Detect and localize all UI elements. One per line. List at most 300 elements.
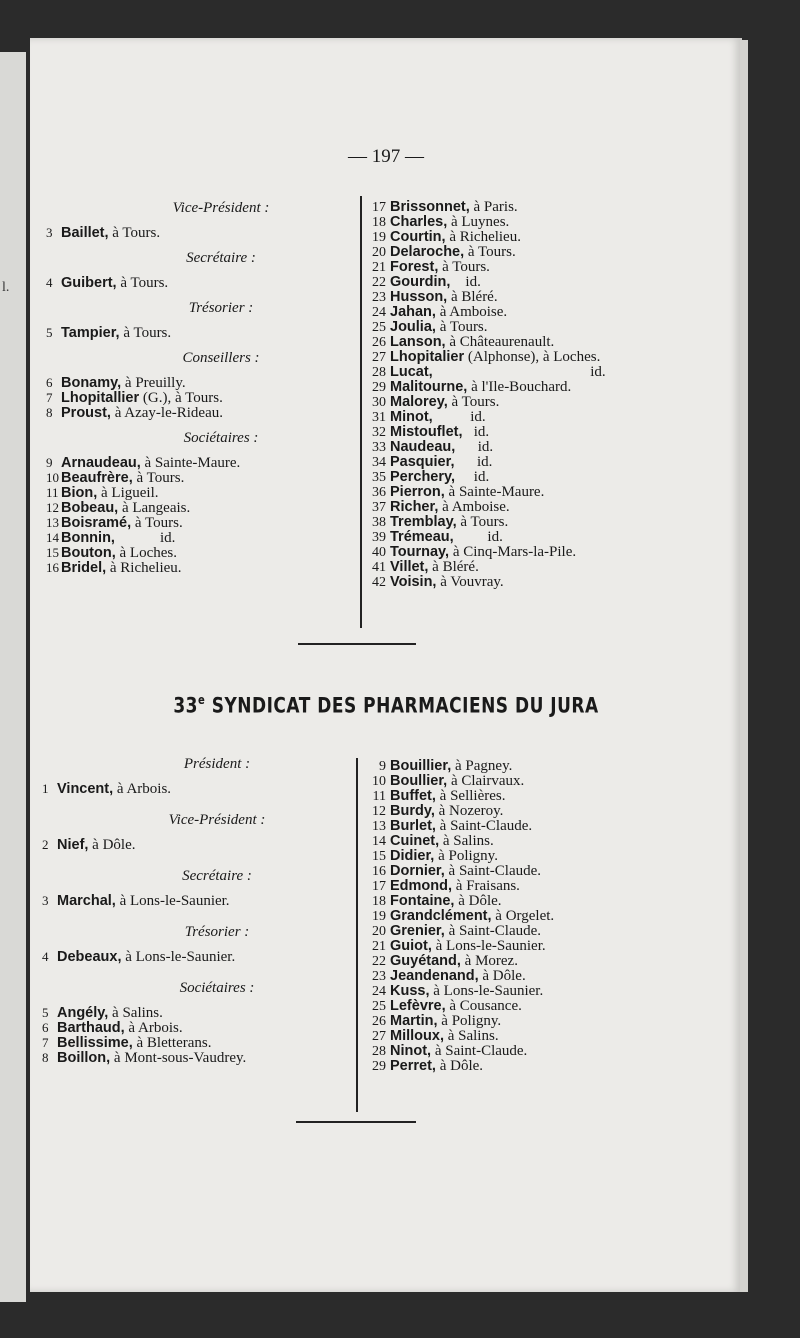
list-item: [364, 305, 734, 320]
entry-number: 28: [372, 365, 386, 380]
member-name: Arnaudeau,: [61, 455, 141, 471]
member-place: à Poligny.: [437, 1013, 502, 1029]
member-place: à l'Ile-Bouchard.: [467, 379, 572, 395]
entry-number: 27: [372, 350, 386, 365]
list-item: [364, 894, 734, 909]
list-item: [364, 759, 734, 774]
list-item: [364, 320, 734, 335]
member-place: id.: [454, 454, 493, 470]
list-item: [364, 245, 734, 260]
member-place: à Langeais.: [118, 500, 191, 516]
member-name: Vincent,: [57, 781, 114, 797]
entry-number: 7: [46, 390, 53, 405]
entry-number: 42: [372, 575, 386, 590]
member-name: Villet,: [390, 559, 429, 575]
list-item: [46, 225, 364, 240]
member-place: à Lons-le-Saunier.: [115, 893, 230, 909]
member-name: Burdy,: [390, 803, 435, 819]
member-name: Pasquier,: [390, 454, 455, 470]
member-name: Guyétand,: [390, 953, 461, 969]
member-place: id.: [450, 274, 481, 290]
entry-number: 34: [372, 455, 386, 470]
list-item: [364, 200, 734, 215]
member-place: à Tours.: [132, 470, 185, 486]
entry-number: 13: [46, 515, 59, 530]
list-item: [364, 275, 734, 290]
member-name: Naudeau,: [390, 439, 456, 455]
entry-number: 37: [372, 500, 386, 515]
member-name: Lhopitallier: [61, 390, 140, 406]
member-name: Tournay,: [390, 544, 450, 560]
member-place: à Bléré.: [447, 289, 498, 305]
member-name: Ninot,: [390, 1043, 432, 1059]
entry-number: 40: [372, 545, 386, 560]
member-place: à Dôle.: [88, 837, 136, 853]
entry-number: 2: [42, 837, 49, 852]
member-name: Charles,: [390, 214, 448, 230]
member-place: à Lons-le-Saunier.: [429, 983, 544, 999]
list-item: [364, 984, 734, 999]
entry-number: 8: [42, 1050, 49, 1065]
member-name: Dornier,: [390, 863, 445, 879]
member-name: Boillon,: [57, 1050, 111, 1066]
member-name: Nief,: [57, 837, 89, 853]
entry-number: 20: [372, 924, 386, 939]
role-heading: Vice-Président :: [172, 200, 270, 216]
member-place: à Nozeroy.: [434, 803, 504, 819]
entry-number: 8: [46, 405, 53, 420]
entry-number: 10: [46, 470, 59, 485]
entry-number: 29: [372, 380, 386, 395]
member-name: Kuss,: [390, 983, 430, 999]
member-place: à Bletterans.: [132, 1035, 212, 1051]
member-name: Bridel,: [61, 560, 107, 576]
entry-number: 4: [42, 949, 49, 964]
member-place: (Alphonse), à Loches.: [464, 349, 601, 365]
list-item: [364, 530, 734, 545]
member-name: Perchery,: [390, 469, 456, 485]
list-item: [46, 455, 364, 470]
member-name: Mistouflet,: [390, 424, 463, 440]
section1-left-column: [46, 200, 364, 575]
list-item: [364, 774, 734, 789]
entry-number: 29: [372, 1059, 386, 1074]
member-place: id.: [432, 364, 606, 380]
member-place: à Preuilly.: [121, 375, 186, 391]
entry-number: 7: [42, 1035, 49, 1050]
member-name: Voisin,: [390, 574, 437, 590]
member-name: Milloux,: [390, 1028, 444, 1044]
member-place: à Amboise.: [435, 304, 508, 320]
entry-number: 26: [372, 335, 386, 350]
list-item: [46, 515, 364, 530]
list-item: [42, 837, 360, 852]
list-item: [364, 455, 734, 470]
list-item: [364, 909, 734, 924]
member-place: à Fraisans.: [452, 878, 520, 894]
entry-number: 31: [372, 410, 386, 425]
entry-number: 17: [372, 200, 386, 215]
list-item: [364, 1044, 734, 1059]
role-heading: Vice-Président :: [168, 812, 266, 828]
list-item: [46, 485, 364, 500]
list-item: [364, 849, 734, 864]
list-item: [364, 1029, 734, 1044]
entry-number: 21: [372, 260, 386, 275]
list-item: [364, 834, 734, 849]
member-place: à Sainte-Maure.: [140, 455, 241, 471]
member-name: Barthaud,: [57, 1020, 125, 1036]
list-item: [364, 470, 734, 485]
member-name: Guibert,: [61, 275, 117, 291]
member-place: à Arbois.: [113, 781, 172, 797]
entry-number: 13: [372, 819, 386, 834]
entry-number: 23: [372, 290, 386, 305]
list-item: [364, 230, 734, 245]
entry-number: 39: [372, 530, 386, 545]
entry-number: 14: [372, 834, 386, 849]
entry-number: 1: [42, 781, 49, 796]
section-rule: [296, 1121, 416, 1123]
role-heading: Conseillers :: [182, 350, 260, 366]
list-item: [46, 560, 364, 575]
role-heading: Sociétaires :: [179, 980, 255, 996]
member-place: à Richelieu.: [445, 229, 521, 245]
member-name: Gourdin,: [390, 274, 451, 290]
member-name: Grenier,: [390, 923, 445, 939]
member-place: à Lons-le-Saunier.: [431, 938, 546, 954]
member-name: Bouton,: [61, 545, 116, 561]
list-item: [364, 335, 734, 350]
member-place: à Tours.: [131, 515, 183, 531]
member-name: Bellissime,: [57, 1035, 133, 1051]
member-place: à Salins.: [108, 1005, 163, 1021]
member-name: Lanson,: [390, 334, 446, 350]
list-item: [364, 954, 734, 969]
member-place: (G.), à Tours.: [139, 390, 223, 406]
entry-number: 9: [46, 455, 53, 470]
entry-number: 23: [372, 969, 386, 984]
list-item: [364, 425, 734, 440]
entry-number: 36: [372, 485, 386, 500]
entry-number: 25: [372, 999, 386, 1014]
list-item: [42, 1050, 360, 1065]
entry-number: 22: [372, 275, 386, 290]
entry-number: 33: [372, 440, 386, 455]
list-item: [46, 325, 364, 340]
list-item: [364, 999, 734, 1014]
entry-number: 9: [379, 759, 386, 774]
list-item: [364, 500, 734, 515]
entry-number: 41: [372, 560, 386, 575]
member-place: à Sellières.: [435, 788, 506, 804]
member-name: Brissonnet,: [390, 199, 470, 215]
member-place: à Saint-Claude.: [435, 818, 533, 834]
list-item: [46, 375, 364, 390]
member-place: à Tours.: [456, 514, 509, 530]
entry-number: 11: [372, 789, 386, 804]
entry-number: 21: [372, 939, 386, 954]
list-item: [42, 949, 360, 964]
member-name: Bobeau,: [61, 500, 119, 516]
member-name: Minot,: [390, 409, 433, 425]
member-place: à Amboise.: [438, 499, 510, 515]
list-item: [42, 1020, 360, 1035]
list-item: [364, 939, 734, 954]
list-item: [364, 350, 734, 365]
member-place: à Poligny.: [434, 848, 498, 864]
member-name: Perret,: [390, 1058, 436, 1074]
member-place: id.: [432, 409, 486, 425]
member-name: Pierron,: [390, 484, 445, 500]
entry-number: 4: [46, 275, 53, 290]
member-name: Tampier,: [61, 325, 120, 341]
list-item: [364, 924, 734, 939]
member-name: Debeaux,: [57, 949, 122, 965]
member-place: à Orgelet.: [491, 908, 555, 924]
member-place: à Salins.: [443, 1028, 499, 1044]
member-place: à Tours.: [116, 275, 169, 291]
member-place: id.: [114, 530, 176, 546]
list-item: [42, 893, 360, 908]
member-name: Tremblay,: [390, 514, 457, 530]
member-place: à Pagney.: [451, 758, 513, 774]
section1-right-column: [364, 200, 734, 590]
list-item: [364, 1059, 734, 1074]
entry-number: 22: [372, 954, 386, 969]
list-item: [364, 560, 734, 575]
member-name: Proust,: [61, 405, 111, 421]
entry-number: 10: [372, 774, 386, 789]
page-number: — 197 —: [348, 146, 424, 167]
member-name: Jeandenand,: [390, 968, 479, 984]
member-name: Bonnin,: [61, 530, 115, 546]
entry-number: 6: [42, 1020, 49, 1035]
member-name: Grandclément,: [390, 908, 492, 924]
member-name: Joulia,: [390, 319, 436, 335]
member-place: à Tours.: [438, 259, 490, 275]
member-name: Delaroche,: [390, 244, 465, 260]
member-name: Lucat,: [390, 364, 433, 380]
list-item: [364, 380, 734, 395]
member-place: à Sainte-Maure.: [444, 484, 545, 500]
list-item: [364, 290, 734, 305]
entry-number: 32: [372, 425, 386, 440]
entry-number: 35: [372, 470, 386, 485]
list-item: [46, 500, 364, 515]
member-name: Marchal,: [57, 893, 116, 909]
entry-number: 26: [372, 1014, 386, 1029]
list-item: [364, 575, 734, 590]
member-place: à Châteaurenault.: [445, 334, 555, 350]
member-place: à Salins.: [439, 833, 494, 849]
member-place: à Dôle.: [435, 1058, 484, 1074]
entry-number: 14: [46, 530, 59, 545]
list-item: [46, 405, 364, 420]
list-item: [42, 781, 360, 796]
list-item: [364, 864, 734, 879]
member-place: à Paris.: [469, 199, 518, 215]
list-item: [364, 440, 734, 455]
entry-number: 19: [372, 230, 386, 245]
entry-number: 11: [46, 485, 59, 500]
entry-number: 16: [46, 560, 59, 575]
member-name: Beaufrère,: [61, 470, 133, 486]
entry-number: 5: [46, 325, 53, 340]
member-name: Forest,: [390, 259, 439, 275]
member-name: Bonamy,: [61, 375, 122, 391]
entry-number: 5: [42, 1005, 49, 1020]
member-place: à Vouvray.: [436, 574, 504, 590]
list-item: [364, 789, 734, 804]
list-item: [364, 260, 734, 275]
role-heading: Sociétaires :: [183, 430, 259, 446]
list-item: [46, 545, 364, 560]
entry-number: 6: [46, 375, 53, 390]
entry-number: 19: [372, 909, 386, 924]
entry-number: 38: [372, 515, 386, 530]
list-item: [46, 470, 364, 485]
facing-page-edge: [0, 52, 26, 1302]
section-rule: [298, 643, 416, 645]
member-name: Boisramé,: [61, 515, 132, 531]
member-name: Baillet,: [61, 225, 109, 241]
member-place: à Tours.: [435, 319, 488, 335]
list-item: [364, 804, 734, 819]
member-name: Courtin,: [390, 229, 446, 245]
section2-left-column: [42, 756, 360, 1065]
member-name: Jahan,: [390, 304, 436, 320]
list-item: [364, 1014, 734, 1029]
list-item: [42, 1035, 360, 1050]
role-heading: Trésorier :: [184, 924, 250, 940]
member-place: à Tours.: [447, 394, 500, 410]
role-heading: Secrétaire :: [186, 250, 256, 266]
section2-right-column: [364, 759, 734, 1074]
list-item: [364, 879, 734, 894]
list-item: [46, 390, 364, 405]
list-item: [364, 545, 734, 560]
member-place: à Ligueil.: [97, 485, 159, 501]
member-place: à Azay-le-Rideau.: [110, 405, 223, 421]
column-divider: [360, 196, 362, 628]
entry-number: 3: [46, 225, 53, 240]
member-place: à Saint-Claude.: [444, 923, 542, 939]
member-name: Lefèvre,: [390, 998, 446, 1014]
member-place: id.: [455, 439, 494, 455]
document-page: [30, 38, 742, 1292]
member-name: Cuinet,: [390, 833, 440, 849]
list-item: [364, 365, 734, 380]
member-place: à Arbois.: [124, 1020, 183, 1036]
entry-number: 3: [42, 893, 49, 908]
role-heading: Secrétaire :: [182, 868, 252, 884]
list-item: [364, 969, 734, 984]
entry-number: 15: [46, 545, 59, 560]
entry-number: 16: [372, 864, 386, 879]
member-place: à Tours.: [108, 225, 161, 241]
list-item: [364, 819, 734, 834]
member-name: Malorey,: [390, 394, 448, 410]
entry-number: 15: [372, 849, 386, 864]
page-edge: [740, 40, 748, 1292]
list-item: [364, 515, 734, 530]
member-place: à Saint-Claude.: [431, 1043, 528, 1059]
member-place: à Cousance.: [445, 998, 522, 1014]
entry-number: 17: [372, 879, 386, 894]
list-item: [364, 410, 734, 425]
member-place: id.: [462, 424, 490, 440]
member-name: Burlet,: [390, 818, 436, 834]
member-name: Martin,: [390, 1013, 438, 1029]
member-name: Angély,: [57, 1005, 109, 1021]
entry-number: 30: [372, 395, 386, 410]
member-name: Bouillier,: [390, 758, 452, 774]
member-place: à Saint-Claude.: [444, 863, 542, 879]
list-item: [364, 215, 734, 230]
member-name: Lhopitalier: [390, 349, 465, 365]
entry-number: 27: [372, 1029, 386, 1044]
member-name: Fontaine,: [390, 893, 455, 909]
member-place: à Mont-sous-Vaudrey.: [110, 1050, 247, 1066]
member-name: Buffet,: [390, 788, 436, 804]
list-item: [364, 395, 734, 410]
entry-number: 18: [372, 215, 386, 230]
member-place: à Loches.: [115, 545, 177, 561]
member-name: Didier,: [390, 848, 435, 864]
entry-number: 25: [372, 320, 386, 335]
member-place: id.: [455, 469, 490, 485]
member-place: à Dôle.: [454, 893, 502, 909]
member-place: id.: [453, 529, 503, 545]
member-name: Guiot,: [390, 938, 432, 954]
member-name: Trémeau,: [390, 529, 454, 545]
member-name: Richer,: [390, 499, 439, 515]
column-divider: [356, 758, 358, 1112]
member-name: Bion,: [61, 485, 98, 501]
list-item: [46, 530, 364, 545]
entry-number: 12: [46, 500, 59, 515]
member-place: à Morez.: [460, 953, 518, 969]
list-item: [42, 1005, 360, 1020]
member-name: Boullier,: [390, 773, 448, 789]
section-title: 33e SYNDICAT DES PHARMACIENS DU JURA: [173, 693, 599, 719]
list-item: [46, 275, 364, 290]
member-place: à Richelieu.: [106, 560, 182, 576]
member-name: Husson,: [390, 289, 448, 305]
entry-number: 24: [372, 305, 386, 320]
member-name: Malitourne,: [390, 379, 468, 395]
member-place: à Dôle.: [478, 968, 526, 984]
list-item: [364, 485, 734, 500]
role-heading: Trésorier :: [188, 300, 254, 316]
member-place: à Cinq-Mars-la-Pile.: [449, 544, 577, 560]
member-place: à Lons-le-Saunier.: [121, 949, 236, 965]
member-place: à Clairvaux.: [447, 773, 525, 789]
entry-number: 20: [372, 245, 386, 260]
entry-number: 24: [372, 984, 386, 999]
entry-number: 28: [372, 1044, 386, 1059]
member-place: à Tours.: [119, 325, 172, 341]
entry-number: 18: [372, 894, 386, 909]
member-place: à Luynes.: [447, 214, 510, 230]
member-place: à Tours.: [464, 244, 516, 260]
role-heading: Président :: [183, 756, 251, 772]
entry-number: 12: [372, 804, 386, 819]
member-name: Edmond,: [390, 878, 453, 894]
member-place: à Bléré.: [428, 559, 479, 575]
facing-page-fragment: l.: [2, 280, 10, 295]
